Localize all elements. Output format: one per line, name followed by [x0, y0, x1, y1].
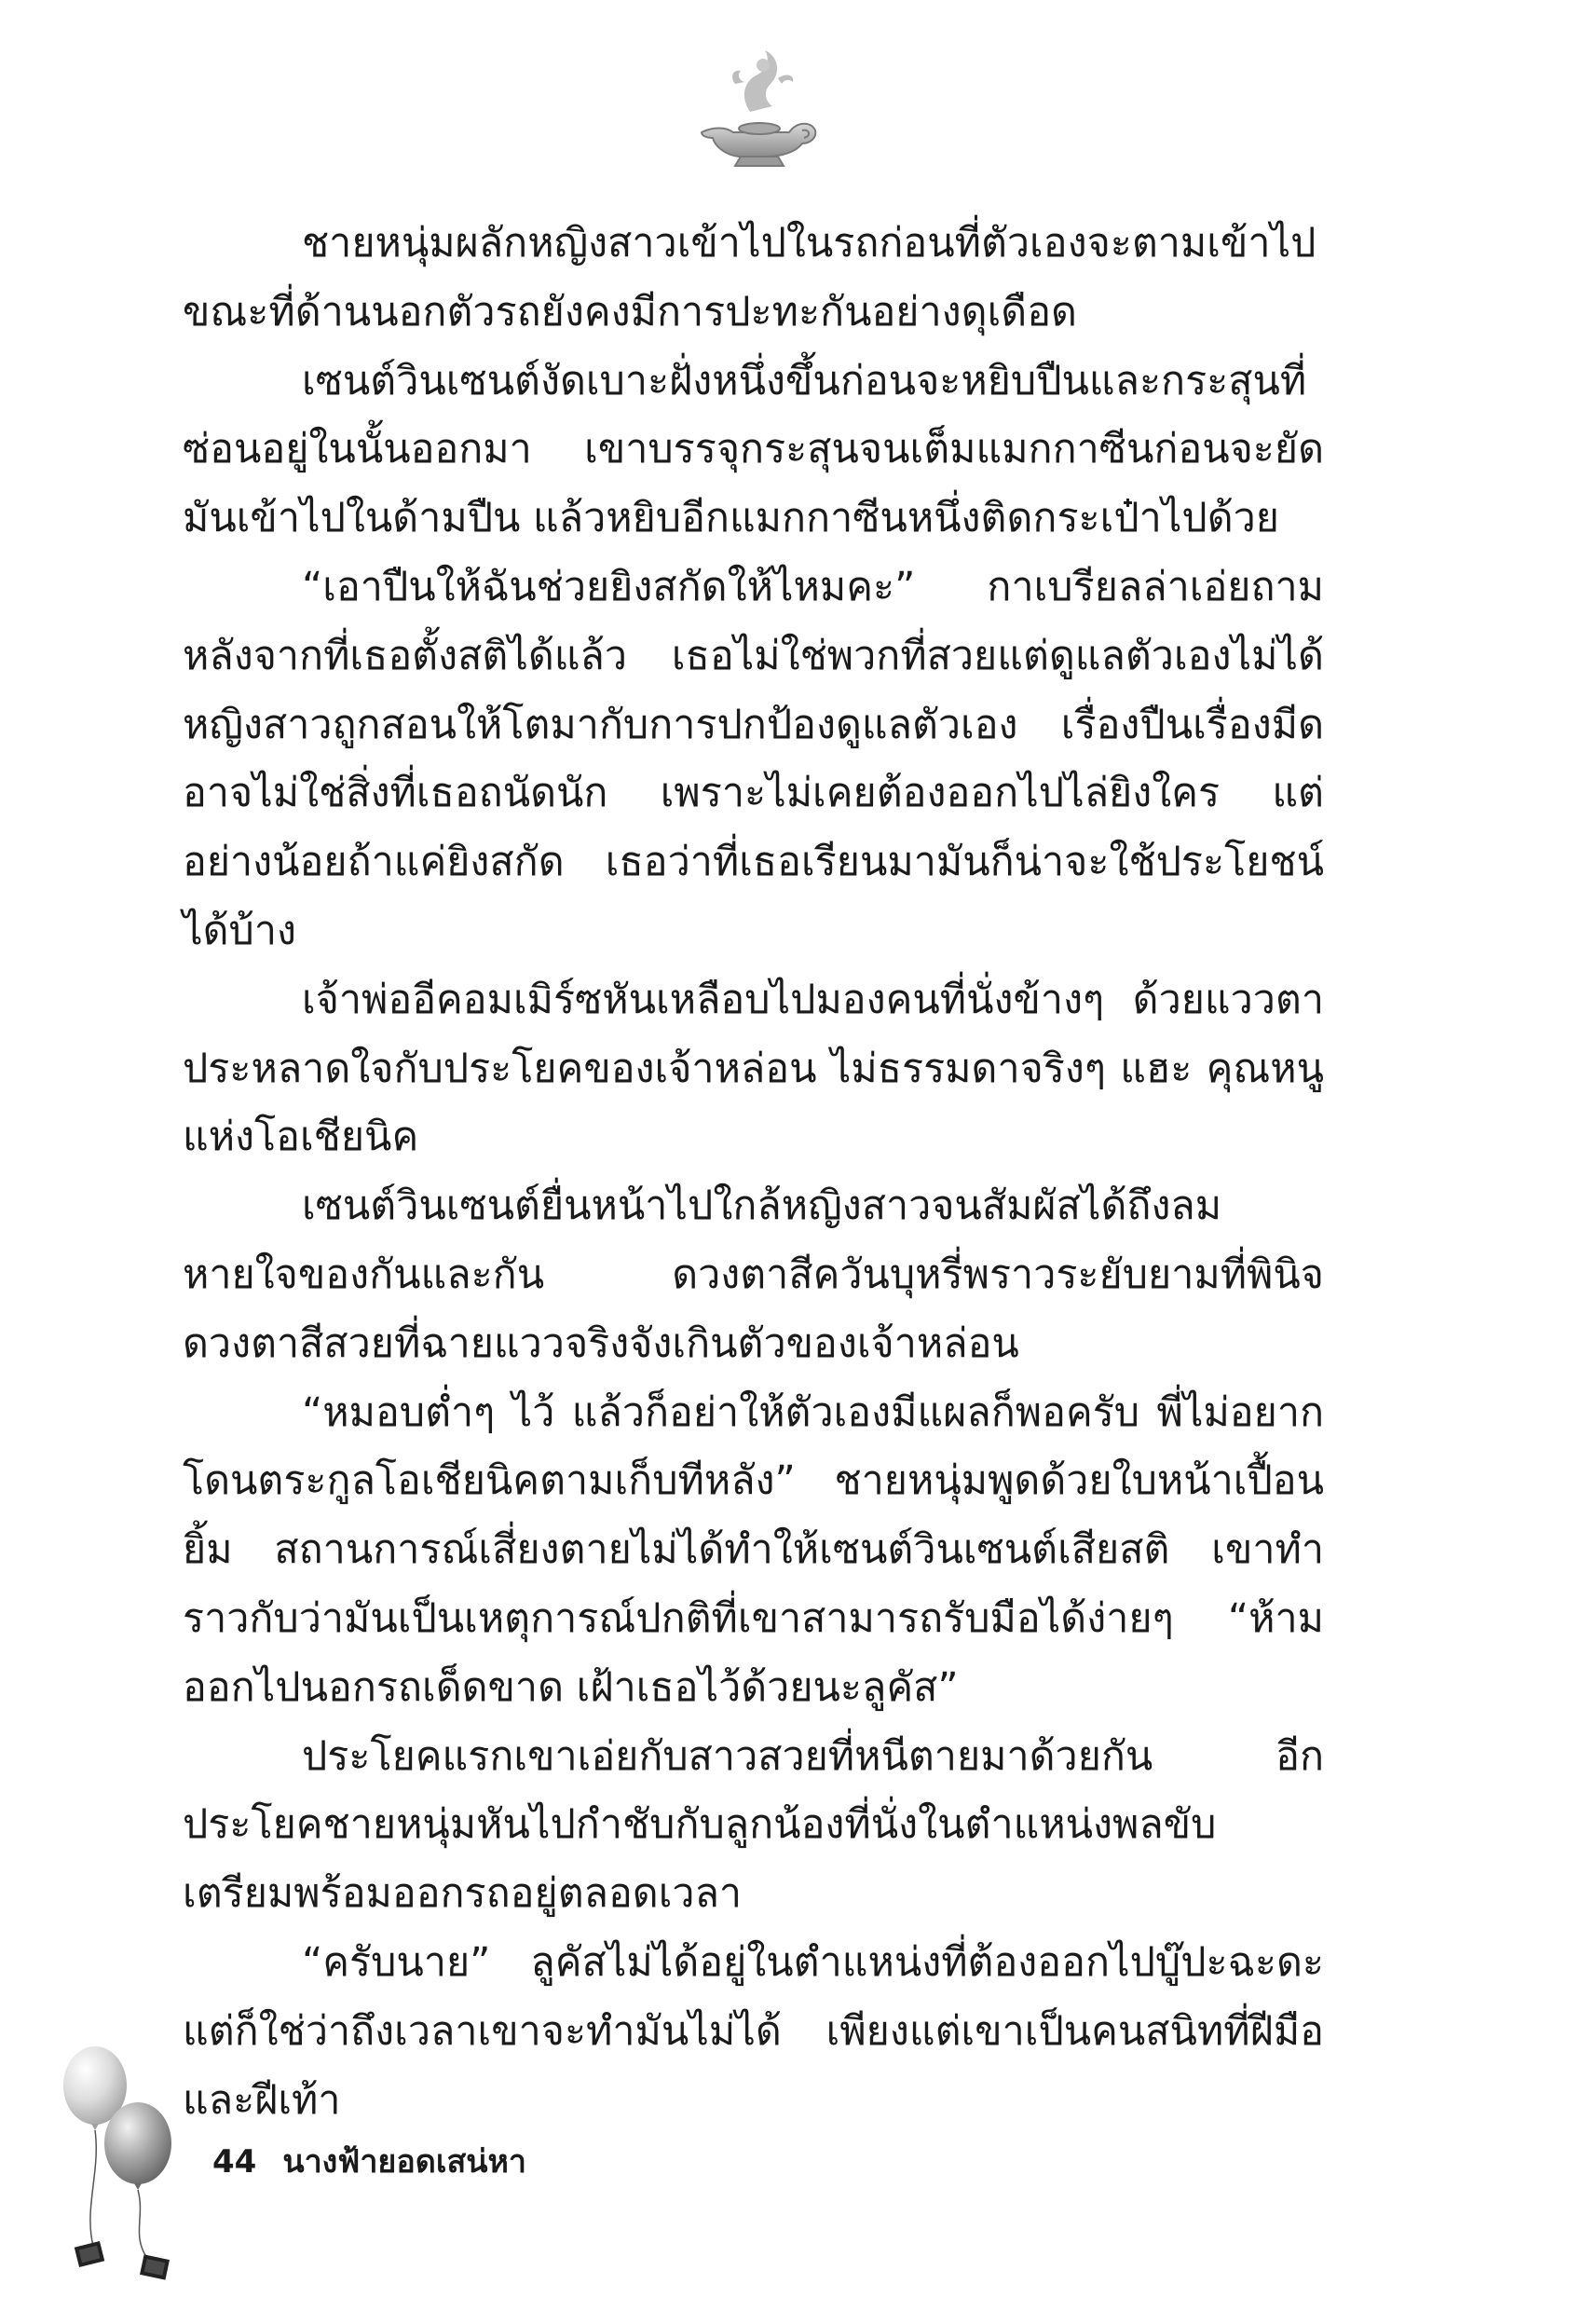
genie-lamp-icon [685, 47, 825, 172]
body-text [183, 210, 1324, 2135]
balloons-icon [56, 2031, 196, 2283]
page-number: 44 [212, 2143, 257, 2181]
paragraph: เซนต์วินเซนต์ยื่นหน้าไปใกล้หญิงสาวจนสัมผัสได้ถึงลมหายใจของกันและกัน ดวงตาสีควันบุหรี่พราวระยับยามที่พินิจดวงตาสีสวยที่ฉายแววจริงจังเกินตัวของเจ้าหล่อน [183, 1183, 1324, 1367]
paragraph: เซนต์วินเซนต์งัดเบาะฝั่งหนึ่งขึ้นก่อนจะหยิบปืนและกระสุนที่ซ่อนอยู่ในนั้นออกมา เขาบรรจุกระสุนจนเต็มแมกกาซีนก่อนจะยัดมันเข้าไปในด้ามปืน แล้วหยิบอีกแมกกาซีนหนึ่งติดกระเป๋าไปด้วย [183, 357, 1324, 542]
paragraph: ประโยคแรกเขาเอ่ยกับสาวสวยที่หนีตายมาด้วยกัน อีกประโยคชายหนุ่มหันไปกำชับกับลูกน้องที่นั่งในตำแหน่งพลขับเตรียมพร้อมออกรถอยู่ตลอดเวลา [183, 1732, 1324, 1918]
paragraph: “ครับนาย” ลูคัสไม่ได้อยู่ในตำแหน่งที่ต้องออกไปบู๊ปะฉะดะ แต่ก็ใช่ว่าถึงเวลาเขาจะทำมันไม่ได้ เพียงแต่เขาเป็นคนสนิทที่ฝีมือและฝีเท้า [183, 1938, 1324, 2124]
book-title: นางฟ้ายอดเสน่หา [282, 2143, 526, 2181]
paragraph: “หมอบต่ำๆ ไว้ แล้วก็อย่าให้ตัวเองมีแผลก็พอครับ พี่ไม่อยากโดนตระกูลโอเชียนิคตามเก็บทีหลัง” ชายหนุ่มพูดด้วยใบหน้าเปื้อนยิ้ม สถานการณ์เสี่ยงตายไม่ได้ทำให้เซนต์วินเซนต์เสียสติ เขาทำราวกับว่ามันเป็นเหตุการณ์ปกติที่เขาสามารถรับมือได้ง่ายๆ “ห้ามออกไปนอกรถเด็ดขาด เฝ้าเธอไว้ด้วยนะลูคัส” [183, 1388, 1324, 1711]
page-footer [212, 2143, 526, 2181]
paragraph: เจ้าพ่ออีคอมเมิร์ซหันเหลือบไปมองคนที่นั่งข้างๆ ด้วยแววตาประหลาดใจกับประโยคของเจ้าหล่อน ไม่ธรรมดาจริงๆ แฮะ คุณหนูแห่งโอเชียนิค [183, 976, 1324, 1161]
paragraph: “เอาปืนให้ฉันช่วยยิงสกัดให้ไหมคะ” กาเบรียลล่าเอ่ยถามหลังจากที่เธอตั้งสติได้แล้ว เธอไม่ใช่พวกที่สวยแต่ดูแลตัวเองไม่ได้ หญิงสาวถูกสอนให้โตมากับการปกป้องดูแลตัวเอง เรื่องปืนเรื่องมีดอาจไม่ใช่สิ่งที่เธอถนัดนัก เพราะไม่เคยต้องออกไปไล่ยิงใคร แต่อย่างน้อยถ้าแค่ยิงสกัด เธอว่าที่เธอเรียนมามันก็น่าจะใช้ประโยชน์ได้บ้าง [183, 563, 1324, 954]
paragraph: ชายหนุ่มผลักหญิงสาวเข้าไปในรถก่อนที่ตัวเองจะตามเข้าไป ขณะที่ด้านนอกตัวรถยังคงมีการปะทะกันอย่างดุเดือด [183, 220, 1316, 335]
